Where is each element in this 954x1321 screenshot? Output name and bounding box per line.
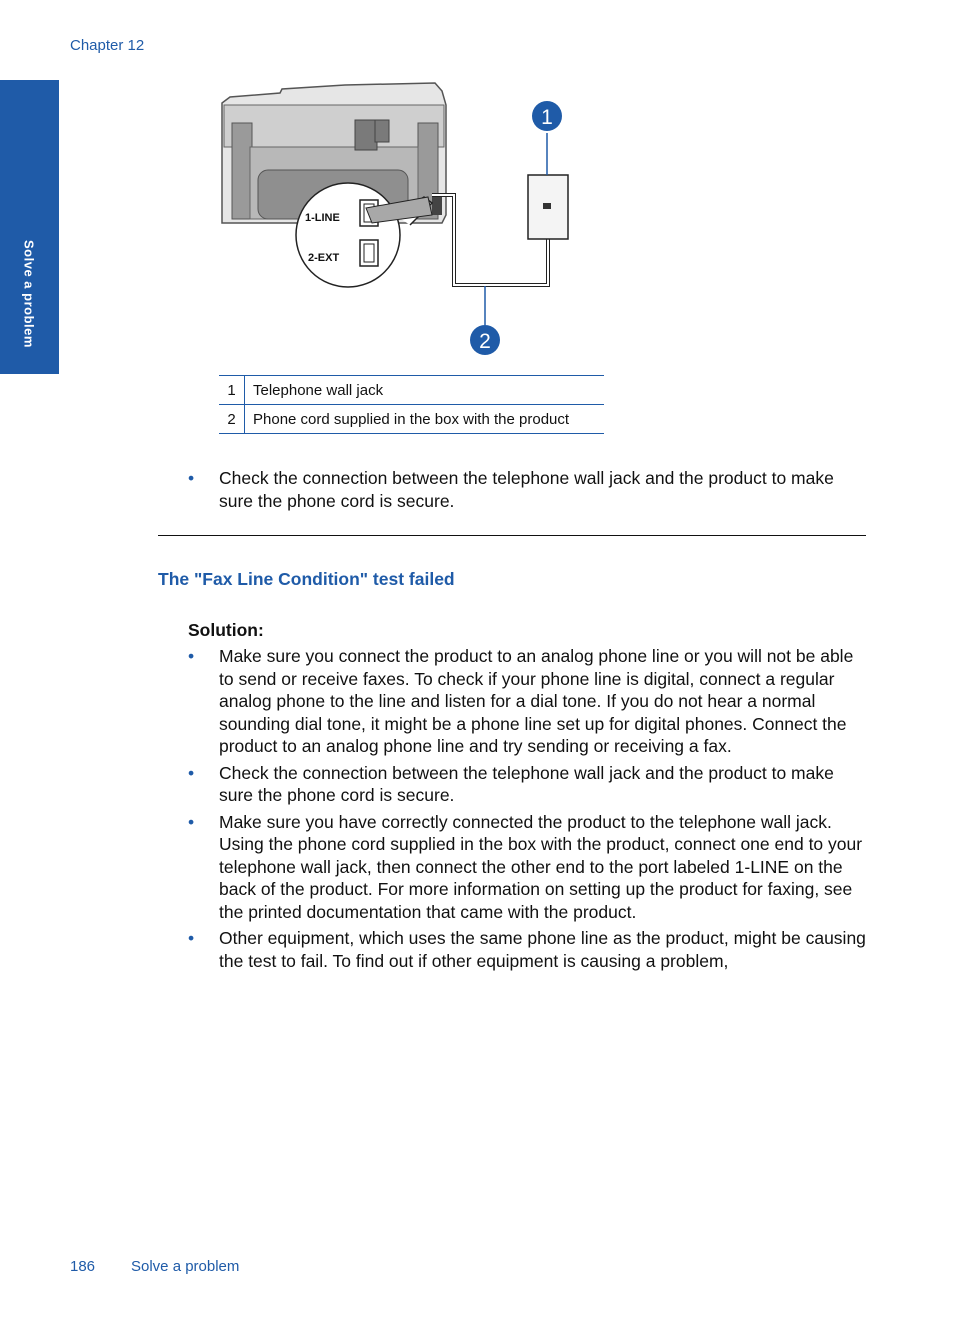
legend-number: 2 bbox=[219, 405, 245, 434]
bullet-glyph: • bbox=[188, 646, 195, 666]
callout-1-number: 1 bbox=[541, 106, 553, 129]
bullet-glyph: • bbox=[188, 928, 195, 948]
chapter-label: Chapter 12 bbox=[70, 37, 145, 54]
pre-section-bullets bbox=[188, 467, 868, 516]
callout-2-number: 2 bbox=[479, 330, 491, 353]
side-tab-label: Solve a problem bbox=[21, 240, 37, 348]
list-item-text: Make sure you connect the product to an analog phone line or you will not be able to send or receive faxes. To check if your phone line is digital, connect a regular analog phone to the line and listen for a dial tone. If you do not hear a normal sounding dial tone, it might be a phone line set up for digital phones. Connect the product to an analog phone line and try sending or receiving a fax. bbox=[219, 646, 854, 756]
footer-section-title: Solve a problem bbox=[131, 1258, 240, 1275]
list-item-text: Make sure you have correctly connected the product to the telephone wall jack. Using the phone cord supplied in the box with the product, connect one end to your telephone wall jack, then connect the other end to the port labeled 1-LINE on the back of the product. For more information on setting up the product for faxing, see the printed documentation that came with the product. bbox=[219, 811, 863, 922]
wall-jack-illustration bbox=[528, 175, 568, 239]
list-item-text: Check the connection between the telephone wall jack and the product to make sure the phone cord is secure. bbox=[219, 468, 834, 511]
list-item bbox=[188, 645, 868, 758]
list-item bbox=[188, 927, 868, 972]
solution-bullets bbox=[188, 645, 868, 976]
list-item bbox=[188, 467, 868, 512]
bullet-glyph: • bbox=[188, 468, 195, 488]
legend-description: Phone cord supplied in the box with the product bbox=[245, 405, 605, 434]
list-item bbox=[188, 762, 868, 807]
page-number: 186 bbox=[70, 1258, 96, 1275]
port-1-line-label: 1-LINE bbox=[305, 212, 340, 224]
list-item-text: Other equipment, which uses the same phone line as the product, might be causing the test to fail. To find out if other equipment is causing a problem, bbox=[219, 928, 866, 971]
figure-legend-table bbox=[219, 375, 604, 434]
list-item bbox=[188, 811, 868, 924]
legend-description: Telephone wall jack bbox=[245, 376, 605, 405]
solution-label: Solution: bbox=[188, 620, 264, 640]
table-row bbox=[219, 405, 604, 434]
section-heading: The "Fax Line Condition" test failed bbox=[158, 569, 455, 589]
connection-diagram bbox=[210, 75, 590, 365]
port-2-ext-label: 2-EXT bbox=[308, 252, 340, 264]
section-divider bbox=[158, 535, 866, 536]
list-item-text: Check the connection between the telephone wall jack and the product to make sure the phone cord is secure. bbox=[219, 762, 834, 805]
legend-number: 1 bbox=[219, 376, 245, 405]
bullet-glyph: • bbox=[188, 762, 195, 783]
table-row bbox=[219, 376, 604, 405]
bullet-glyph: • bbox=[188, 811, 195, 832]
